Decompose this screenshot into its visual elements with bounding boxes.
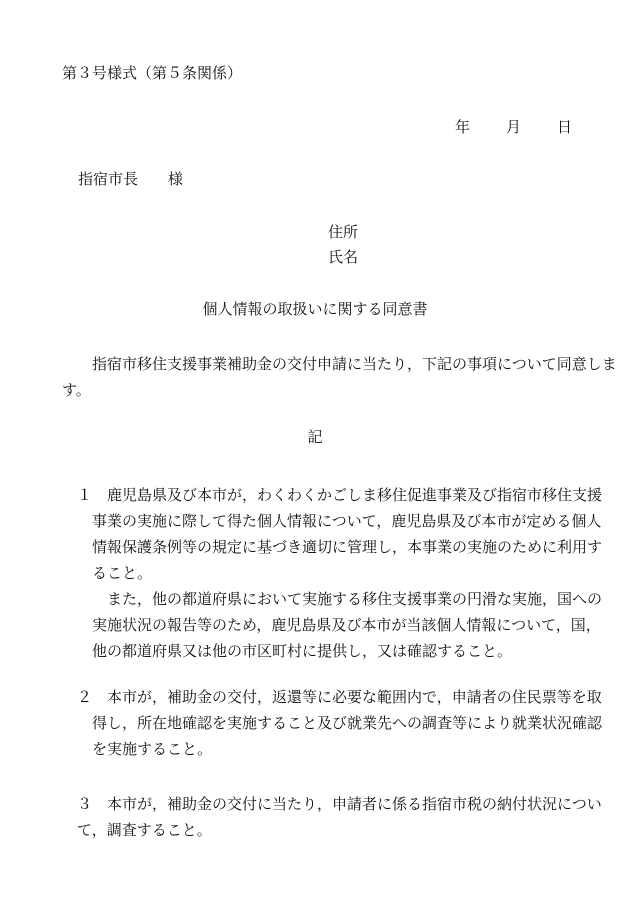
item-line	[62, 817, 582, 843]
form-number: 第３号様式（第５条関係）	[62, 64, 243, 82]
item-line	[62, 684, 602, 710]
item-number: １	[77, 486, 93, 504]
item-number: ２	[77, 688, 93, 706]
item-line	[62, 710, 603, 736]
item-line-text: て，調査すること。	[77, 821, 212, 839]
date-year-label: 年	[455, 118, 471, 136]
list-item	[62, 482, 603, 664]
item-line-text: 情報保護条例等の規定に基づき適切に管理し，本事業の実施のために利用す	[92, 538, 603, 556]
item-line-text: 得し，所在地確認を実施すること及び就業先への調査等により就業状況確認	[92, 714, 603, 732]
list-item	[62, 791, 602, 843]
date-day-label: 日	[557, 118, 573, 136]
item-line-text: 鹿児島県及び本市が，わくわくかごしま移住促進事業及び指宿市移住支援	[107, 486, 603, 504]
item-line	[62, 736, 582, 762]
document-title: 個人情報の取扱いに関する同意書	[202, 300, 428, 318]
addressee	[78, 172, 183, 187]
applicant-address-label: 住所	[328, 223, 359, 241]
ki-heading: 記	[307, 428, 323, 446]
intro-line	[47, 377, 582, 403]
item-line	[62, 508, 602, 534]
addressee-name: 指宿市長	[78, 170, 139, 188]
intro-line	[62, 351, 617, 377]
item-line-text: 実施状況の報告等のため，鹿児島県及び本市が当該個人情報について，国，	[92, 616, 601, 634]
list-item	[62, 684, 603, 762]
date-month-label: 月	[506, 118, 522, 136]
item-line-text: 本市が，補助金の交付，返還等に必要な範囲内で，申請者の住民票等を取	[107, 688, 602, 706]
item-line-text: 事業の実施に際して得た個人情報について，鹿児島県及び本市が定める個人	[92, 512, 602, 530]
intro-line-text: す。	[62, 381, 91, 399]
date-line	[455, 120, 572, 135]
intro-paragraph	[62, 351, 617, 403]
intro-line-text: 指宿市移住支援事業補助金の交付申請に当たり，下記の事項について同意しま	[92, 355, 617, 373]
item-number: ３	[77, 795, 93, 813]
item-line-text: また，他の都道府県において実施する移住支援事業の円滑な実施，国への	[107, 590, 603, 608]
item-line-text: ること。	[92, 564, 153, 582]
item-line-text: 他の都道府県又は他の市区町村に提供し，又は確認すること。	[92, 642, 513, 660]
item-line	[62, 534, 603, 560]
applicant-name-label: 氏名	[328, 248, 359, 266]
item-line	[62, 560, 582, 586]
item-line	[62, 791, 602, 817]
item-line	[62, 612, 601, 638]
item-line	[62, 586, 603, 612]
item-line-text: を実施すること。	[92, 740, 213, 758]
item-line-text: 本市が，補助金の交付に当たり，申請者に係る指宿市税の納付状況につい	[107, 795, 602, 813]
addressee-honorific: 様	[168, 170, 184, 188]
item-line	[62, 482, 603, 508]
item-line	[62, 638, 582, 664]
